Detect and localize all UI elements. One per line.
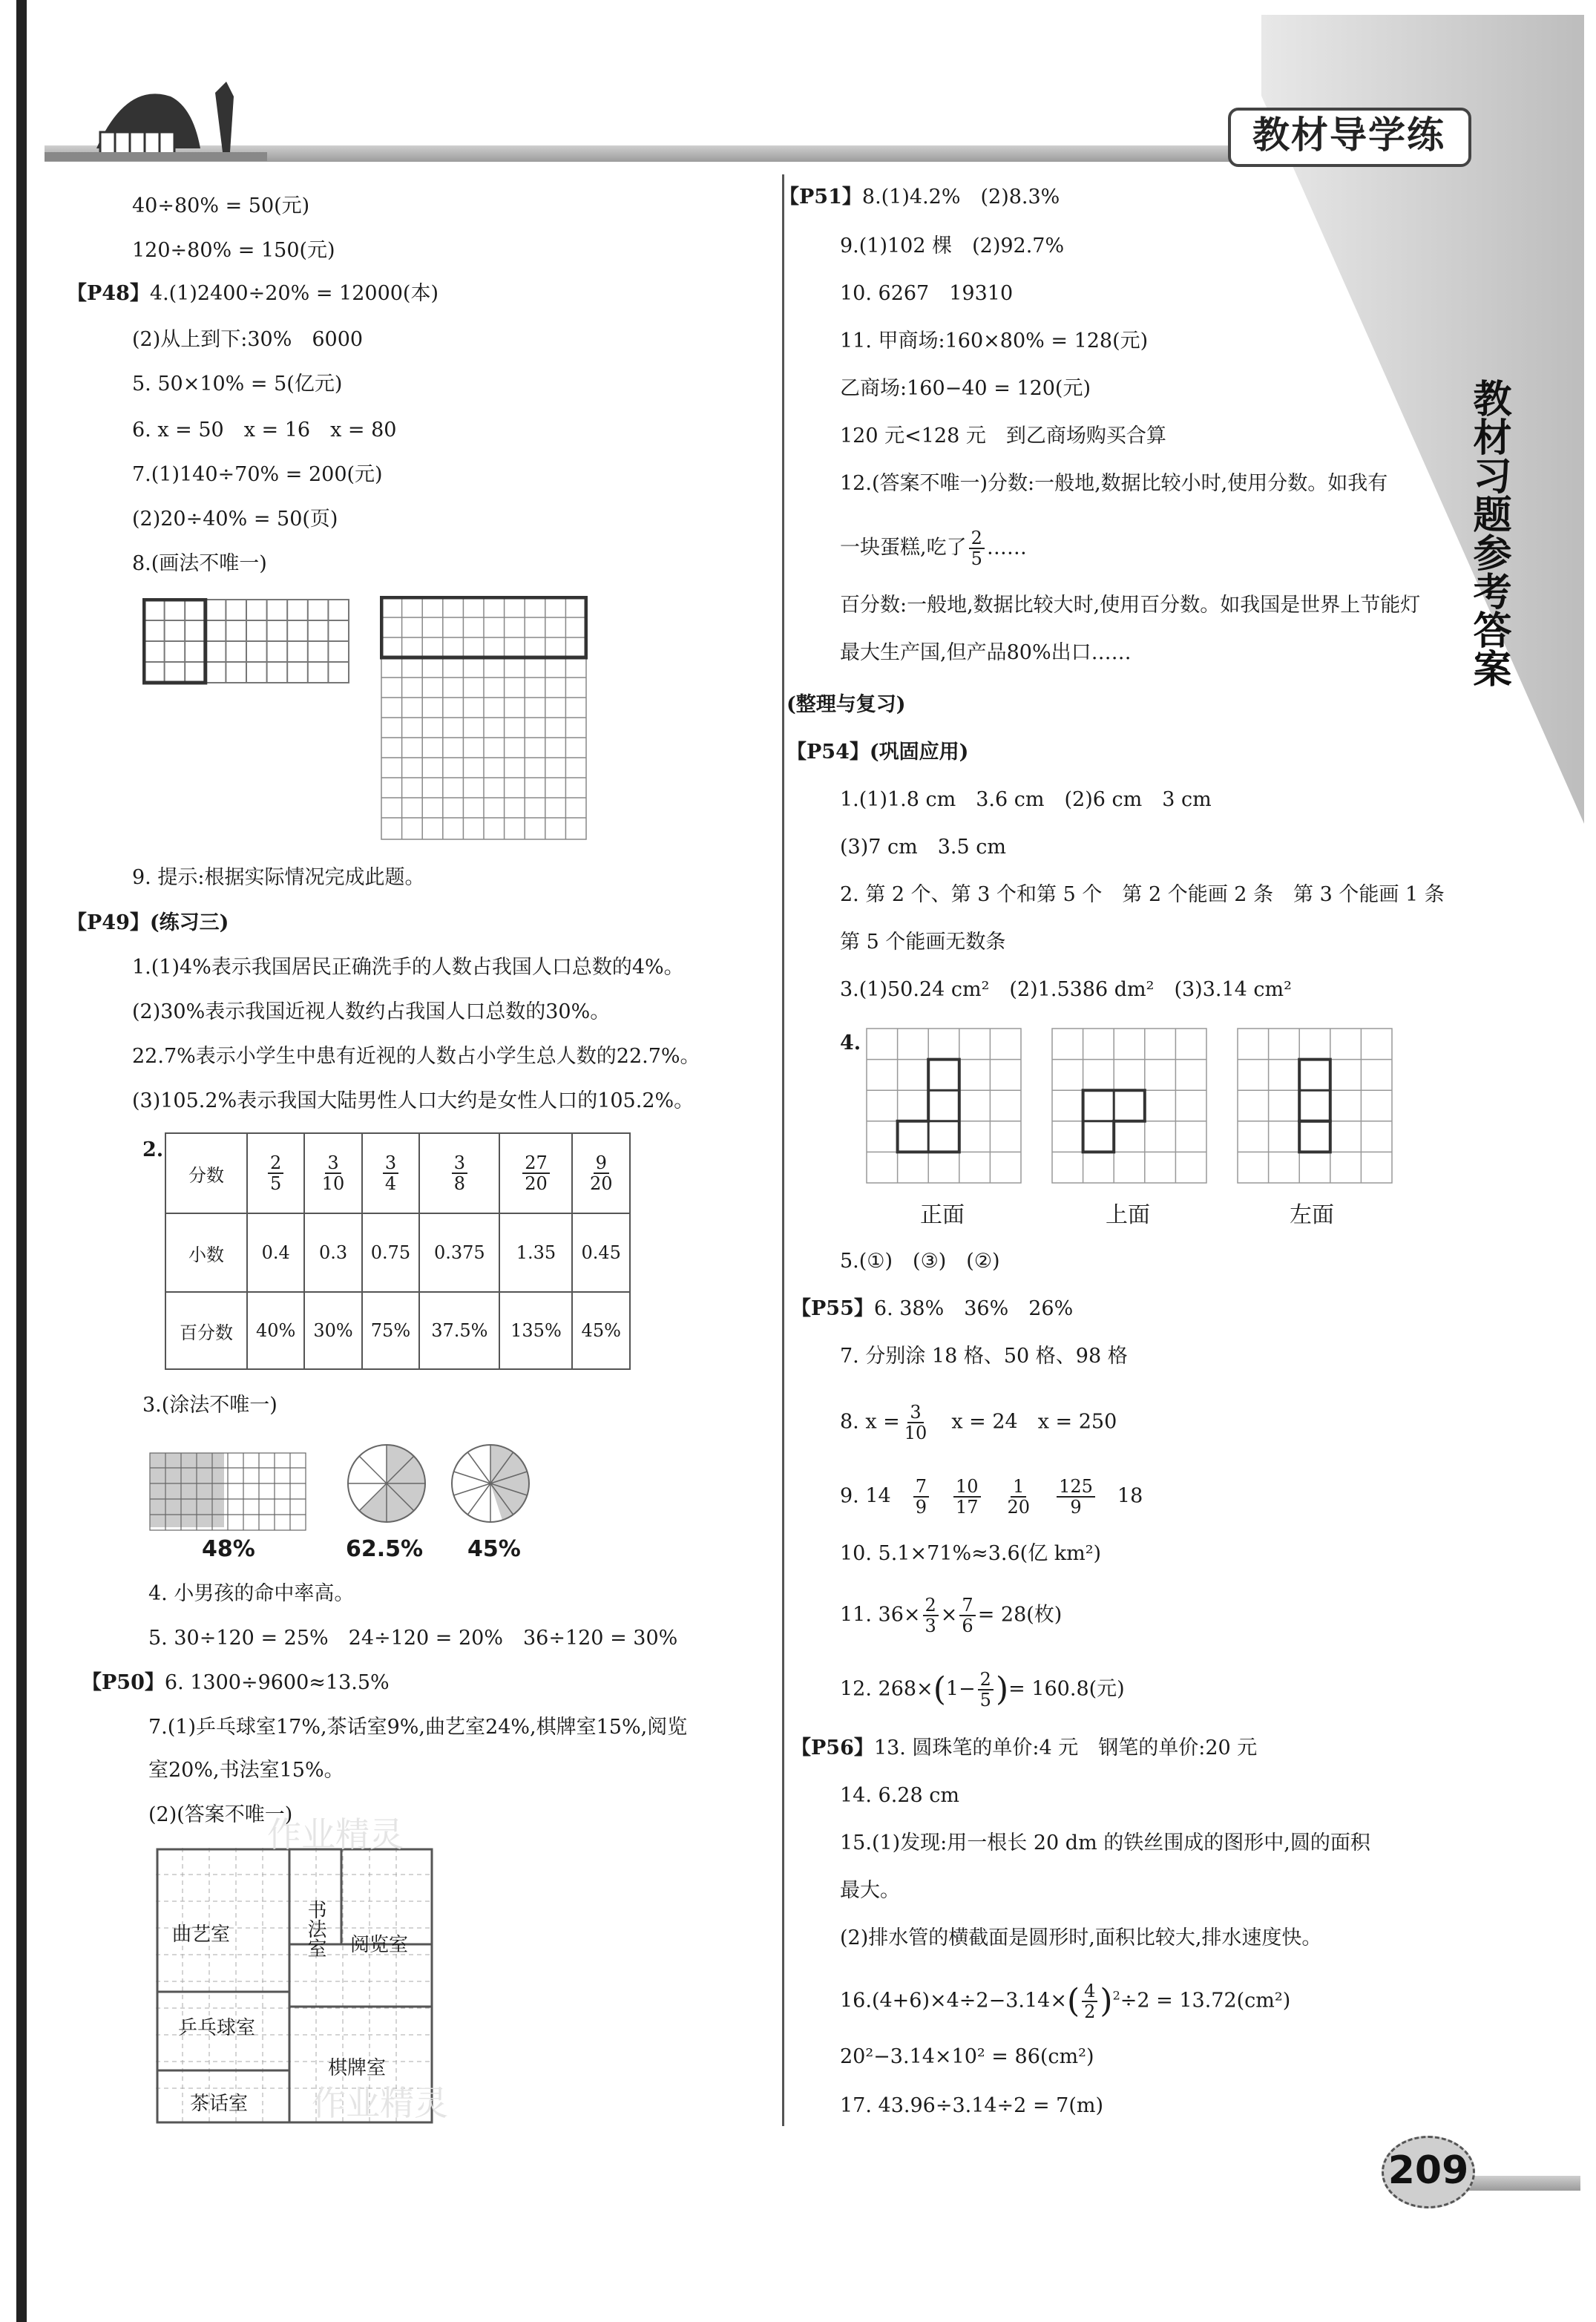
- s14-answer: 14. 6.28 cm: [840, 1784, 959, 1807]
- table-cell: $\frac{3}{8}$: [419, 1133, 499, 1213]
- table-cell: 0.3: [304, 1213, 361, 1292]
- view-caption: 正面: [920, 1202, 965, 1228]
- table-cell: $\frac{27}{20}$: [499, 1133, 572, 1213]
- table-cell: 75%: [362, 1292, 419, 1369]
- s1-part3: (3)7 cm 3.5 cm: [840, 836, 1006, 859]
- r10-answer: 10. 6267 19310: [840, 282, 1014, 305]
- ex4-answer: 4. 小男孩的命中率高。: [148, 1582, 355, 1605]
- table-cell: $\frac{3}{10}$: [304, 1133, 361, 1213]
- table-cell: 0.75: [362, 1213, 419, 1292]
- ex1-part2: (2)30%表示我国近视人数约占我国人口总数的30%。: [132, 1000, 611, 1023]
- table-cell: $\frac{3}{4}$: [362, 1133, 419, 1213]
- s15-answer: 15.(1)发现:用一根长 20 dm 的铁丝围成的图形中,圆的面积: [840, 1831, 1370, 1854]
- ex3-answer: 3.(涂法不唯一): [142, 1394, 278, 1417]
- r11-line3: 120 元<128 元 到乙商场购买合算: [840, 424, 1166, 447]
- page-tag-p48: P48: [87, 282, 130, 305]
- s16-answer: 16.(4+6)×4÷2−3.14×( $\frac{4}{2}$ )$^2$÷2 = 13.72(cm²): [840, 1981, 1291, 2022]
- page-tag-p55: P55: [811, 1297, 854, 1320]
- ex3-pie-45-percent: [450, 1443, 531, 1524]
- q8-grid-small: [142, 598, 350, 686]
- page-number: 209: [1388, 2148, 1469, 2193]
- q4-answer: 【P48】4.(1)2400÷20% = 12000(本): [67, 282, 439, 305]
- side-title: 教材习题参考答案: [1466, 378, 1511, 687]
- p51-q8-answer: 【P51】8.(1)4.2% (2)8.3%: [779, 186, 1060, 209]
- review-heading: (整理与复习): [786, 693, 906, 716]
- q8-answer: 8.(画法不唯一): [132, 552, 267, 575]
- left-view-grid: [1236, 1027, 1393, 1184]
- s4-label: 4.: [840, 1032, 861, 1055]
- table-cell: 37.5%: [419, 1292, 499, 1369]
- q8-grid-large: [380, 596, 588, 841]
- p49-section-heading: 【P49】(练习三): [67, 911, 229, 934]
- p54-section-heading: 【P54】(巩固应用): [786, 741, 969, 764]
- page-tag-p56: P56: [811, 1736, 854, 1759]
- answer-line: 40÷80% = 50(元): [132, 194, 310, 217]
- page-tag-p54: P54: [807, 741, 850, 764]
- r12-line2: 一块蛋糕,吃了 $\frac{2}{5}$ ……: [840, 528, 1027, 569]
- s7-answer: 7. 分别涂 18 格、50 格、98 格: [840, 1345, 1128, 1368]
- conversion-table: [165, 1132, 631, 1370]
- q6-answer: 6. x = 50 x = 16 x = 80: [132, 419, 397, 442]
- room-label: 棋牌室: [328, 2057, 387, 2079]
- ex3-caption: 45%: [467, 1536, 521, 1562]
- s1-answer: 1.(1)1.8 cm 3.6 cm (2)6 cm 3 cm: [840, 788, 1212, 811]
- room-label: 茶话室: [190, 2093, 249, 2115]
- table-cell: 30%: [304, 1292, 361, 1369]
- q5-answer: 5. 50×10% = 5(亿元): [132, 373, 343, 396]
- top-view-grid: [1051, 1027, 1208, 1184]
- s11-answer: 11. 36× $\frac{2}{3}$ × $\frac{7}{6}$ = 28(枚): [840, 1595, 1063, 1636]
- r9-answer: 9.(1)102 棵 (2)92.7%: [840, 235, 1065, 258]
- ex1-answer: 1.(1)4%表示我国居民正确洗手的人数占我国人口总数的4%。: [132, 956, 684, 979]
- s5-answer: 5.(①) (③) (②): [840, 1250, 1000, 1273]
- s2-answer: 2. 第 2 个、第 3 个和第 5 个 第 2 个能画 2 条 第 3 个能画 1 条: [840, 883, 1445, 906]
- ex3-pie-62-5-percent: [346, 1443, 427, 1524]
- ex7-part2: (2)(答案不唯一): [148, 1803, 293, 1826]
- q7-part2: (2)20÷40% = 50(页): [132, 508, 338, 531]
- s8-answer: 8. x = $\frac{3}{10}$ x = 24 x = 250: [840, 1402, 1117, 1443]
- room-label-vertical: 书法室: [304, 1900, 326, 1958]
- ex7-answer-cont: 室20%,书法室15%。: [148, 1759, 344, 1782]
- table-cell: 135%: [499, 1292, 572, 1369]
- ex3-grid-48-percent: [148, 1452, 307, 1532]
- s15-part2: (2)排水管的横截面是圆形时,面积比较大,排水速度快。: [840, 1926, 1322, 1949]
- s10-answer: 10. 5.1×71%≈3.6(亿 km²): [840, 1542, 1102, 1565]
- page-tag-p50: P50: [102, 1671, 145, 1694]
- r11-line2: 乙商场:160−40 = 120(元): [840, 377, 1091, 400]
- view-caption: 上面: [1106, 1202, 1150, 1228]
- table-cell: $\frac{9}{20}$: [572, 1133, 630, 1213]
- table-row-head: 小数: [165, 1213, 247, 1292]
- ex3-caption: 48%: [202, 1536, 255, 1562]
- r12-answer: 12.(答案不唯一)分数:一般地,数据比较小时,使用分数。如我有: [840, 472, 1388, 495]
- page-tag-p49: P49: [87, 911, 130, 934]
- front-view-grid: [865, 1027, 1022, 1184]
- table-cell: 0.45: [572, 1213, 630, 1292]
- ex7-answer: 7.(1)乒乓球室17%,茶话室9%,曲艺室24%,棋牌室15%,阅览: [148, 1716, 688, 1739]
- table-row-head: 分数: [165, 1133, 247, 1213]
- s16-line2: 20²−3.14×10² = 86(cm²): [840, 2045, 1094, 2068]
- p50-q6-answer: 【P50】6. 1300÷9600≈13.5%: [82, 1671, 390, 1694]
- ex1-part3: (3)105.2%表示我国大陆男性人口大约是女性人口的105.2%。: [132, 1089, 694, 1112]
- table-cell: 45%: [572, 1292, 630, 1369]
- header-illustration: [45, 74, 267, 171]
- page-tag-p51: P51: [799, 186, 842, 209]
- ex5-answer: 5. 30÷120 = 25% 24÷120 = 20% 36÷120 = 30%: [148, 1627, 678, 1650]
- view-caption: 左面: [1290, 1202, 1334, 1228]
- table-row-head: 百分数: [165, 1292, 247, 1369]
- table-cell: 40%: [247, 1292, 304, 1369]
- watermark: 作业精灵: [267, 1814, 404, 1854]
- room-label: 曲艺室: [172, 1923, 231, 1946]
- table-cell: 0.4: [247, 1213, 304, 1292]
- r12-line3: 百分数:一般地,数据比较大时,使用百分数。如我国是世界上节能灯: [840, 594, 1421, 617]
- q9-answer: 9. 提示:根据实际情况完成此题。: [132, 866, 425, 889]
- s3-answer: 3.(1)50.24 cm² (2)1.5386 dm² (3)3.14 cm²: [840, 978, 1292, 1001]
- answer-line: 120÷80% = 150(元): [132, 239, 335, 262]
- r11-answer: 11. 甲商场:160×80% = 128(元): [840, 329, 1149, 352]
- watermark: 作业精灵: [312, 2083, 448, 2123]
- s17-answer: 17. 43.96÷3.14÷2 = 7(m): [840, 2094, 1103, 2117]
- column-divider: [782, 174, 784, 2126]
- r12-line4: 最大生产国,但产品80%出口……: [840, 641, 1132, 664]
- table-cell: 1.35: [499, 1213, 572, 1292]
- p56-q13-answer: 【P56】13. 圆珠笔的单价:4 元 钢笔的单价:20 元: [791, 1736, 1258, 1759]
- s15-line2: 最大。: [840, 1879, 900, 1902]
- table-cell: 0.375: [419, 1213, 499, 1292]
- left-binding-strip: [16, 0, 27, 2322]
- brand-title: 教材导学练: [1252, 114, 1445, 157]
- room-label: 乒乓球室: [178, 2017, 256, 2039]
- ex2-label: 2.: [142, 1138, 164, 1161]
- room-label: 阅览室: [350, 1934, 409, 1956]
- ex1-part2b: 22.7%表示小学生中患有近视的人数占小学生总人数的22.7%。: [132, 1045, 700, 1068]
- s2-line2: 第 5 个能画无数条: [840, 931, 1006, 954]
- q4-part2: (2)从上到下:30% 6000: [132, 328, 364, 351]
- s9-answer: 9. 14 $\frac{7}{9}$ $\frac{10}{17}$ $\frac{1}{20}$ $\frac{125}{9}$ 18: [840, 1476, 1143, 1518]
- table-cell: $\frac{2}{5}$: [247, 1133, 304, 1213]
- p55-q6-answer: 【P55】6. 38% 36% 26%: [791, 1297, 1074, 1320]
- s12-answer: 12. 268×(1− $\frac{2}{5}$ )= 160.8(元): [840, 1669, 1125, 1711]
- ex3-caption: 62.5%: [346, 1536, 424, 1562]
- q7-answer: 7.(1)140÷70% = 200(元): [132, 463, 383, 486]
